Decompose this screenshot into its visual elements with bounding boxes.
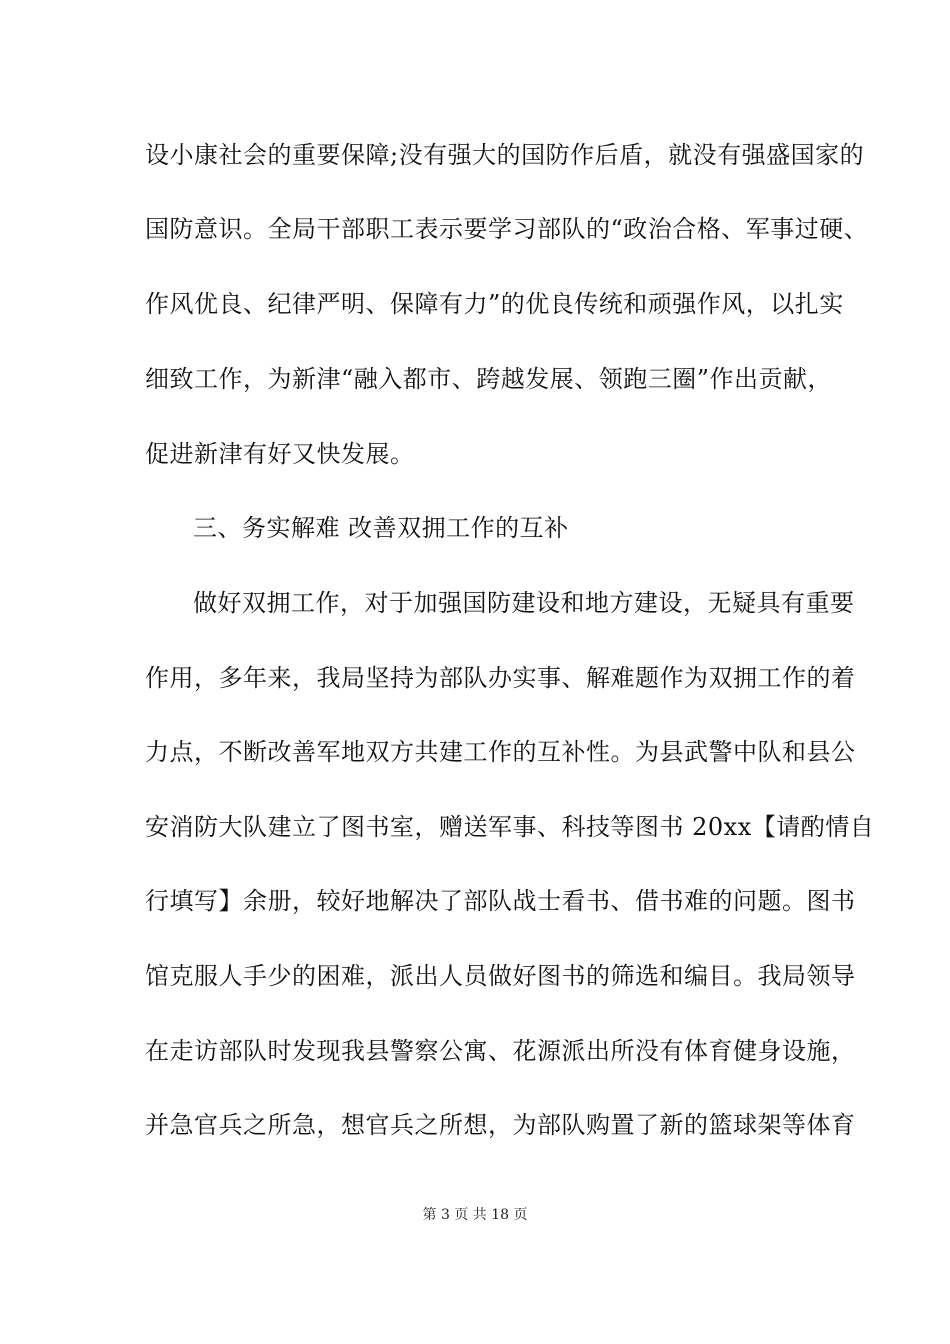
section-heading: 三、务实解难 改善双拥工作的互补 [193, 514, 569, 542]
text-line: 国防意识。全局干部职工表示要学习部队的“政治合格、军事过硬、 [145, 215, 869, 243]
paragraph-first-line: 做好双拥工作，对于加强国防建设和地方建设，无疑具有重要 [193, 589, 855, 617]
text-line: 行填写】余册，较好地解决了部队战士看书、借书难的问题。图书 [145, 887, 856, 915]
text-line: 在走访部队时发现我县警察公寓、花源派出所没有体育健身设施， [145, 1037, 856, 1065]
text-line: 细致工作，为新津“融入都市、跨越发展、领跑三圈”作出贡献， [145, 365, 833, 393]
text-line: 设小康社会的重要保障;没有强大的国防作后盾，就没有强盛国家的 [145, 141, 865, 169]
text-line: 馆克服人手少的困难，派出人员做好图书的筛选和编目。我局领导 [145, 962, 856, 990]
page-number: 第 3 页 共 18 页 [422, 1207, 528, 1223]
text-line: 作用，多年来，我局坚持为部队办实事、解难题作为双拥工作的着 [145, 664, 856, 692]
text-line: 力点，不断改善军地双方共建工作的互补性。为县武警中队和县公 [145, 738, 856, 766]
text-line: 促进新津有好又快发展。 [145, 440, 415, 468]
text-line: 安消防大队建立了图书室，赠送军事、科技等图书 20xx【请酌情自 [145, 813, 875, 841]
text-line: 并急官兵之所急，想官兵之所想，为部队购置了新的篮球架等体育 [145, 1111, 856, 1139]
text-line: 作风优良、纪律严明、保障有力”的优良传统和顽强作风，以扎实 [145, 290, 844, 318]
